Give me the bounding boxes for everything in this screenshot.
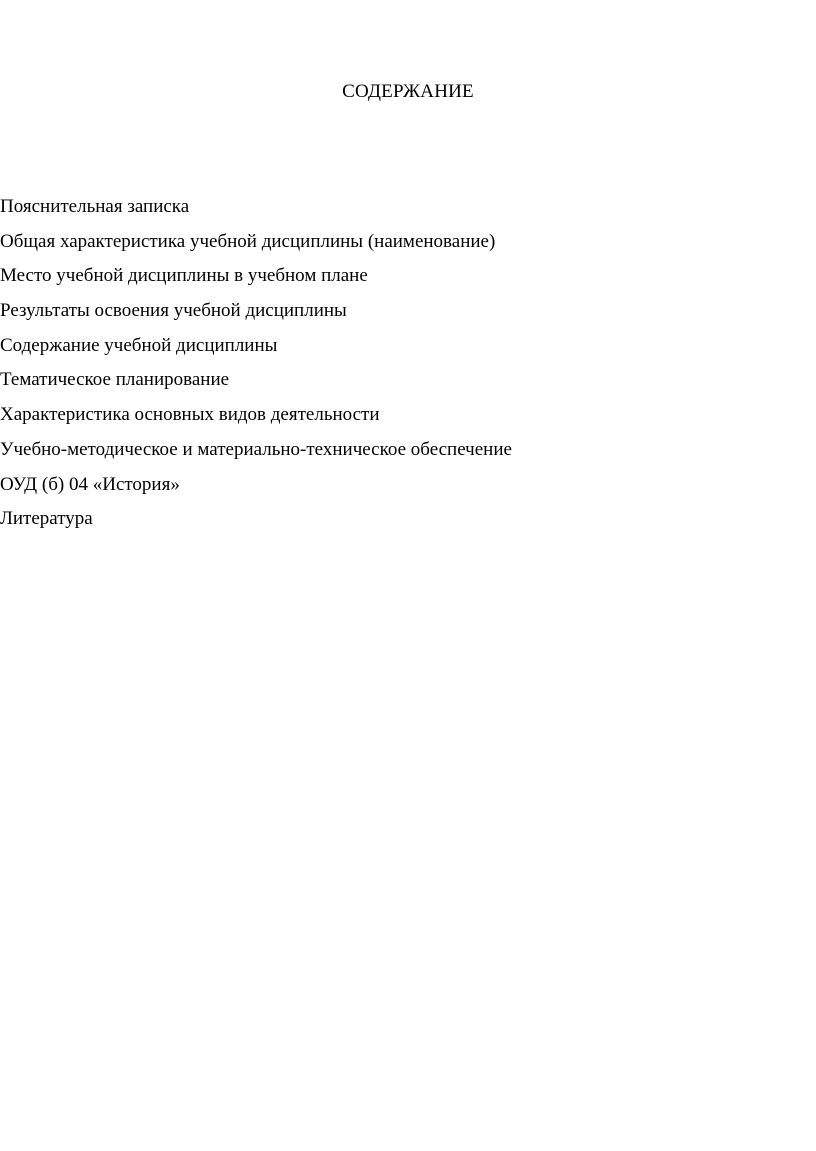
toc-item-thematic-planning: Тематическое планирование xyxy=(0,369,230,391)
toc-item-place-in-curriculum: Место учебной дисциплины в учебном плане xyxy=(0,265,368,287)
toc-item-methodological-support: Учебно-методическое и материально-техническое обеспечение xyxy=(0,438,512,460)
toc-item-learning-results: Результаты освоения учебной дисциплины xyxy=(0,300,347,322)
toc-item-general-characteristics: Общая характеристика учебной дисциплины (наименование) xyxy=(0,230,496,252)
toc-item-discipline-content: Содержание учебной дисциплины xyxy=(0,334,278,356)
table-of-contents xyxy=(0,193,512,540)
toc-item-explanatory-note: Пояснительная записка xyxy=(0,196,190,217)
page-title: СОДЕРЖАНИЕ xyxy=(342,81,474,102)
toc-item-literature: Литература xyxy=(0,508,93,530)
toc-item-oud-history: ОУД (б) 04 «История» xyxy=(0,473,180,495)
toc-item-activity-characteristics: Характеристика основных видов деятельности xyxy=(0,404,380,426)
